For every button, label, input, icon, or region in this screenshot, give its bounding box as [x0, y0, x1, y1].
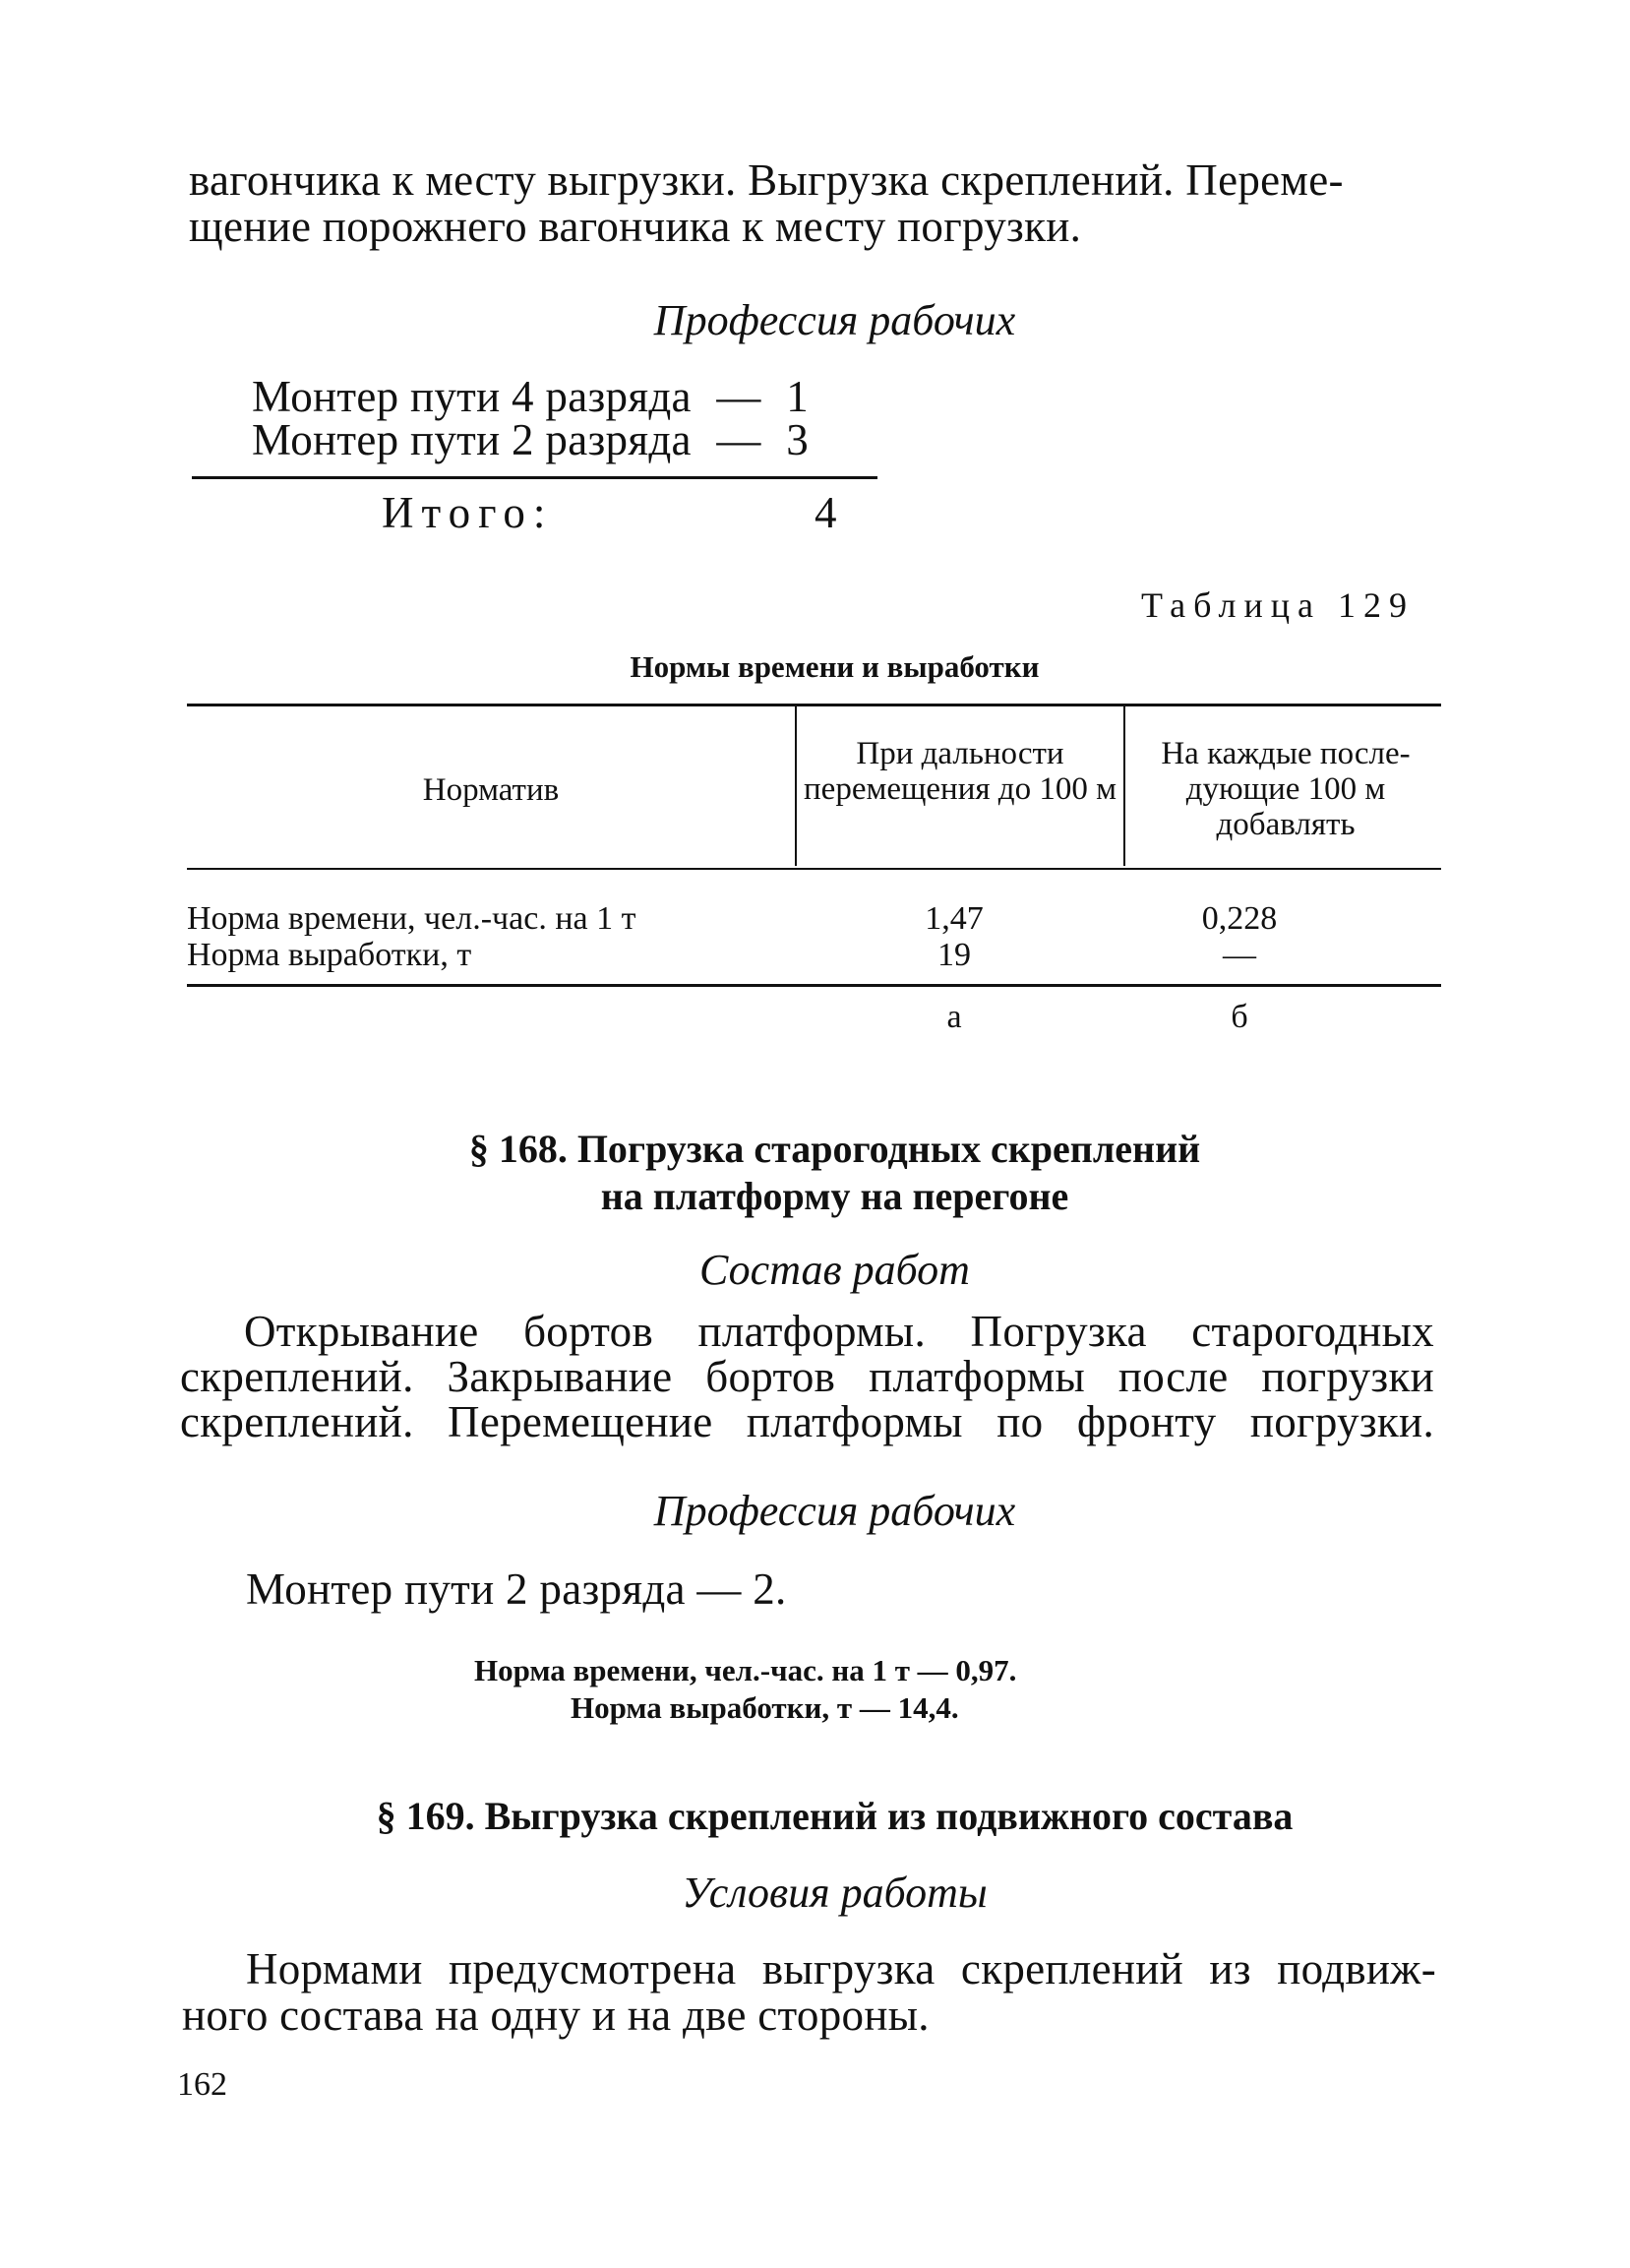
professions-heading: Профессия рабочих	[653, 296, 1016, 344]
intro-line-2: щение порожнего вагончика к месту погрузки.	[189, 202, 1082, 251]
table-header-distance: При дальности перемещения до 100 м	[804, 736, 1117, 807]
table-row-2-label: Норма выработки, т	[187, 937, 472, 973]
column-letter-b: б	[1231, 999, 1248, 1035]
table-row-1-b: 0,228	[1201, 900, 1278, 937]
profession-count: 3	[786, 415, 810, 464]
work-composition-heading: Состав работ	[699, 1246, 970, 1294]
work-conditions-heading: Условия работы	[682, 1869, 988, 1917]
work-composition-line-2: скреплений. Закрывание бортов платформы после погрузки	[180, 1352, 1434, 1401]
dash: —	[716, 372, 761, 421]
profession-row-2	[252, 417, 809, 463]
table-bottom-rule	[187, 984, 1441, 987]
norm-output: Норма выработки, т — 14,4.	[571, 1690, 959, 1725]
table-row-1-label: Норма времени, чел.-час. на 1 т	[187, 900, 636, 937]
norm-time: Норма времени, чел.-час. на 1 т — 0,97.	[474, 1653, 1017, 1687]
work-composition-line-1: Открывание бортов платформы. Погрузка старогодных	[244, 1307, 1434, 1356]
table-header-normativ: Норматив	[422, 772, 560, 808]
section-168-title-line-1: § 168. Погрузка старогодных скреплений	[468, 1127, 1201, 1171]
profession-row-1	[252, 374, 809, 420]
table-top-rule	[187, 704, 1441, 706]
table-row-2-b: —	[1223, 937, 1256, 973]
professions-heading-2: Профессия рабочих	[653, 1487, 1016, 1535]
table-header-each-next: На каждые после- дующие 100 м добавлять	[1161, 736, 1411, 842]
profession-line: Монтер пути 2 разряда — 2.	[246, 1564, 787, 1614]
table-col-divider-1	[795, 706, 797, 866]
table-row-1-a: 1,47	[925, 900, 984, 937]
table-col-divider-2	[1123, 706, 1125, 866]
intro-line-1: вагончика к месту выгрузки. Выгрузка скреплений. Переме-	[189, 155, 1344, 205]
table-row-2-a: 19	[937, 937, 971, 973]
profession-count: 1	[786, 372, 810, 421]
section-168-title-line-2: на платформу на перегоне	[600, 1174, 1069, 1218]
total-value: 4	[815, 488, 837, 537]
conditions-line-1: Нормами предусмотрена выгрузка скреплений из подвиж-	[246, 1944, 1436, 1993]
column-letter-a: а	[946, 999, 962, 1035]
table-header-rule	[187, 868, 1441, 870]
work-composition-line-3: скреплений. Перемещение платформы по фронту погрузки.	[180, 1397, 1434, 1446]
profession-label: Монтер пути 2 разряда	[252, 415, 692, 464]
total-label: Итого:	[382, 488, 554, 537]
total-divider	[192, 476, 877, 479]
dash: —	[716, 415, 761, 464]
conditions-line-2: ного состава на одну и на две стороны.	[182, 1991, 930, 2040]
page-number: 162	[177, 2066, 227, 2103]
profession-label: Монтер пути 4 разряда	[252, 372, 692, 421]
table-title: Нормы времени и выработки	[630, 649, 1040, 684]
table-number: Таблица 129	[1141, 585, 1415, 625]
section-169-title: § 169. Выгрузка скреплений из подвижного состава	[376, 1794, 1294, 1838]
